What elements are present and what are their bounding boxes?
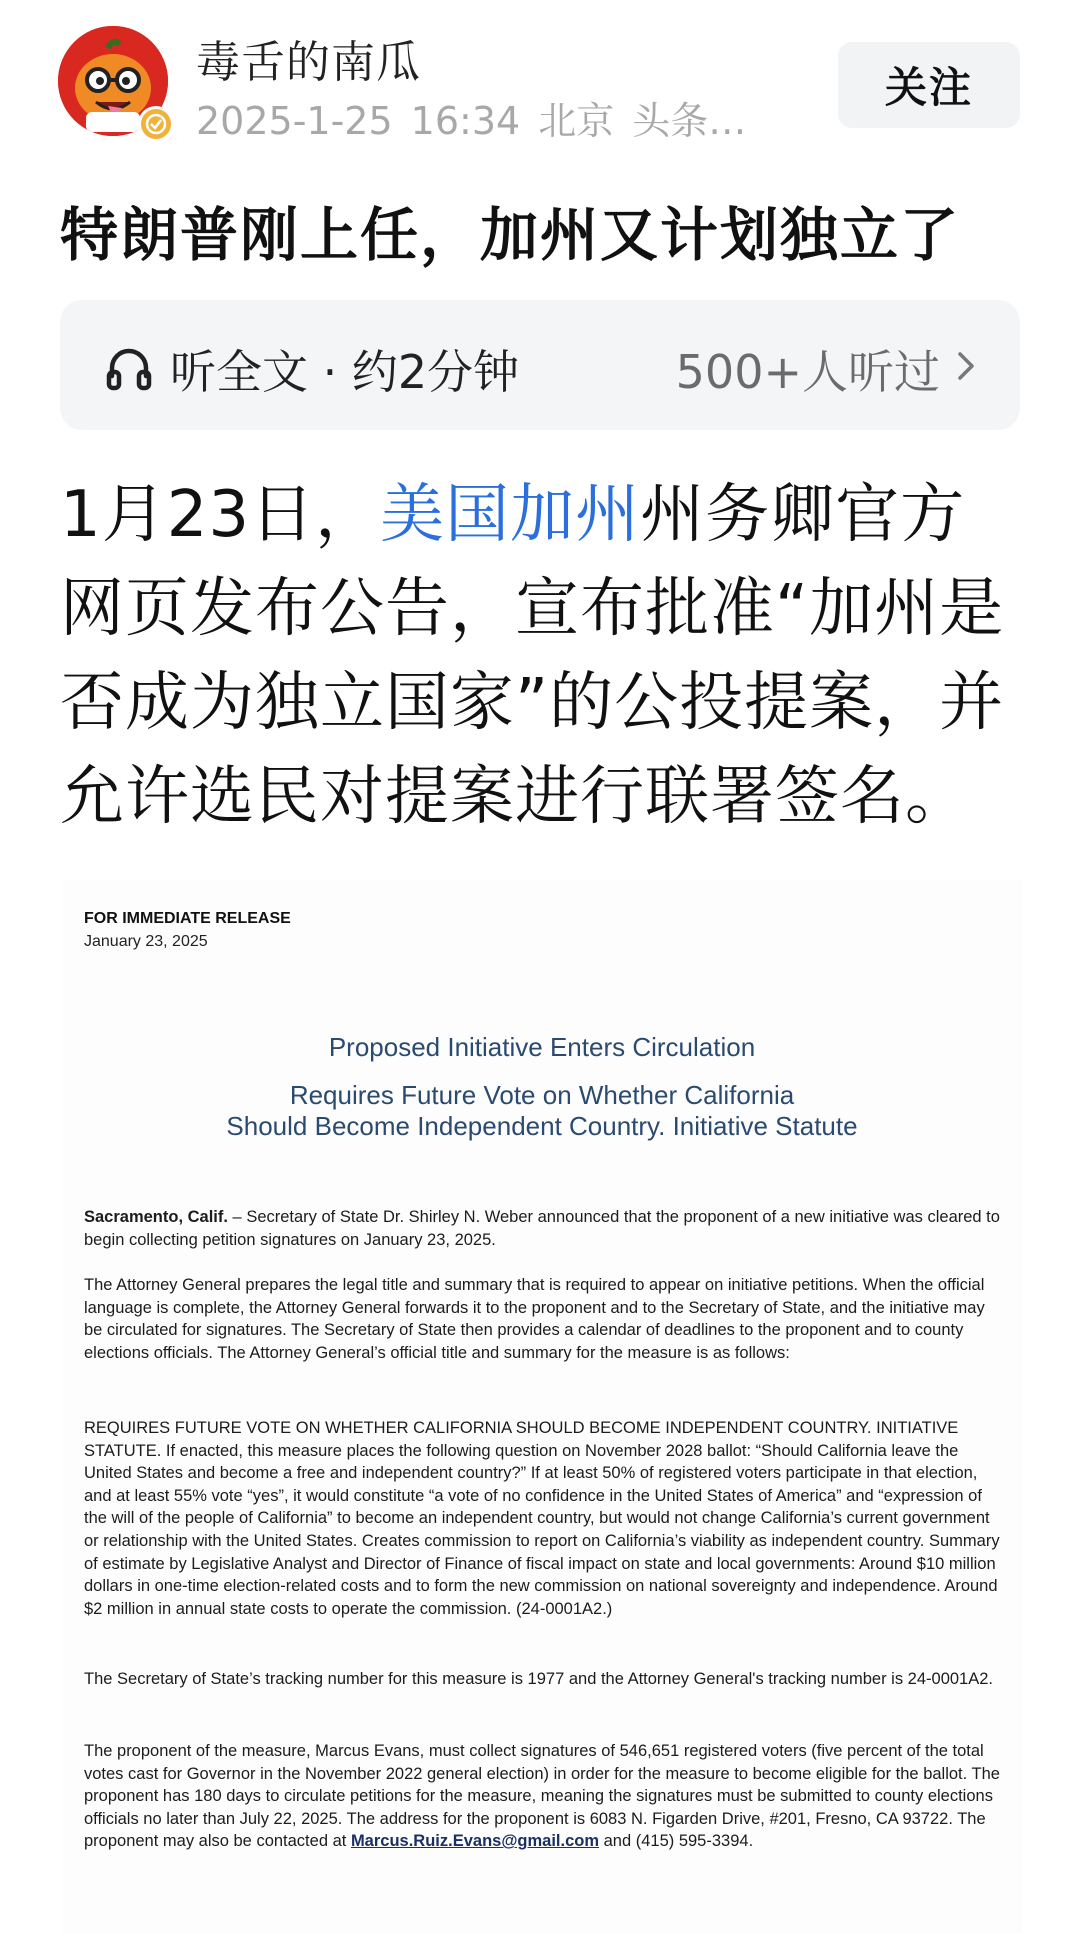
post-date: 2025-1-25 [196, 99, 393, 143]
press-paragraph-1 [84, 1206, 1004, 1251]
verified-badge-icon [138, 106, 174, 142]
press-release-date: January 23, 2025 [84, 933, 208, 950]
press-paragraph-3: REQUIRES FUTURE VOTE ON WHETHER CALIFORNIA SHOULD BECOME INDEPENDENT COUNTRY. INITIATIVE STATUTE. If enacted, this measure places the following question on November 2028 ballot: “Should California leave the United States and become a free and independent country?” If at least 50% of registered voters participate in that election, and at least 55% vote “yes”, it would constitute “a vote of no confidence in the United States of America” and “expression of the will of the people of California” to become an independent country, but would not change California’s current government or relationship with the United States. Creates commission to report on California’s viability as independent country. Summary of estimate by Legislative Analyst and Director of Finance of fiscal impact on state and local governments: Around $10 million dollars in one-time election-related costs and to form the new commission on national sovereignty and independence. Around $2 million in annual state costs to operate the commission. (24-0001A2.) [84, 1419, 1000, 1618]
post-source: 头条… [632, 99, 747, 143]
press-subheadline-line2: Should Become Independent Country. Initiative Statute [226, 1111, 858, 1141]
press-paragraph-1-text: – Secretary of State Dr. Shirley N. Weber announced that the proponent of a new initiative was cleared to begin collecting petition signatures on January 23, 2025. [84, 1208, 1000, 1249]
post-meta [196, 90, 764, 145]
body-link-california[interactable]: 美国加州 [380, 478, 641, 552]
press-subheadline [62, 1080, 1022, 1142]
press-dateline: Sacramento, Calif. [84, 1208, 228, 1226]
post-location: 北京 [538, 99, 615, 143]
listen-label: 听全文 · 约2分钟 [170, 345, 520, 399]
body-text-lead: 1月23日， [60, 478, 381, 552]
listen-count: 500+人听过 [675, 345, 940, 399]
headphone-icon [104, 342, 154, 392]
press-headline: Proposed Initiative Enters Circulation [328, 1032, 756, 1062]
body-text-rest: 州务卿官方网页发布公告，宣布批准“加州是否成为独立国家”的公投提案，并允许选民对提案进行联署签名。 [60, 478, 1005, 834]
press-release-image[interactable] [62, 880, 1022, 1933]
proponent-email-link[interactable]: Marcus.Ruiz.Evans@gmail.com [350, 1832, 600, 1851]
press-paragraph-2: The Attorney General prepares the legal title and summary that is required to appear on initiative petitions. When the official language is complete, the Attorney General forwards it to the proponent and to the Secretary of State, and the initiative may be circulated for signatures. The Secretary of State then provides a calendar of deadlines to the proponent and to county elections officials. The Attorney General’s official title and summary for the measure is as follows: [84, 1276, 985, 1362]
article-header [0, 0, 1080, 160]
press-paragraph-5-tail: and (415) 595-3394. [599, 1832, 754, 1851]
article-title: 特朗普刚上任，加州又计划独立了 [60, 201, 961, 269]
author-avatar[interactable] [58, 26, 174, 142]
listen-full-text-bar[interactable] [60, 300, 1020, 430]
follow-button[interactable]: 关注 [838, 42, 1020, 128]
press-paragraph-5 [84, 1740, 1004, 1853]
author-name[interactable]: 毒舌的南瓜 [196, 37, 421, 88]
article-body-paragraph [60, 468, 1020, 844]
press-subheadline-line1: Requires Future Vote on Whether California [289, 1080, 795, 1110]
post-time: 16:34 [410, 99, 521, 143]
press-release-label: FOR IMMEDIATE RELEASE [84, 910, 291, 927]
chevron-right-icon [956, 350, 978, 382]
press-paragraph-5-text: The proponent of the measure, Marcus Evans, must collect signatures of 546,651 registered voters (five percent of the total votes cast for Governor in the November 2022 general election) in order for the measure to become eligible for the ballot. The proponent has 180 days to circulate petitions for the measure, meaning the signatures must be submitted to county elections officials no later than July 22, 2025. The address for the proponent is 6083 N. Figarden Drive, #201, Fresno, CA 93722. The proponent may also be contacted at [84, 1742, 1000, 1851]
press-paragraph-4: The Secretary of State’s tracking number for this measure is 1977 and the Attorney General's tracking number is 24-0001A2. [84, 1670, 993, 1688]
